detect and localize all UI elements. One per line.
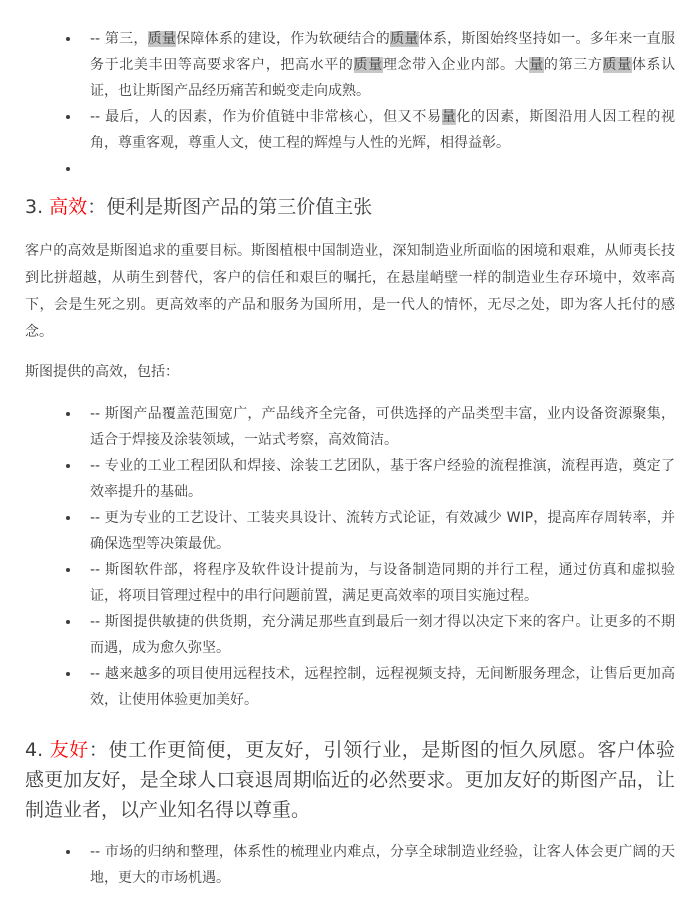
bullet-item: -- 斯图软件部，将程序及软件设计提前为，与设备制造同期的并行工程，通过仿真和虚拟验证，将项目管理过程中的串行问题前置，满足更高效率的项目实施过程。 (90, 557, 675, 609)
bullet-item: -- 第三，质量保障体系的建设，作为软硬结合的质量体系，斯图始终坚持如一。多年来一直服务于北美丰田等高要求客户，把高水平的质量理念带入企业内部。大量的第三方质量体系认证，也让斯图产品经历痛苦和蜕变走向成熟。 (90, 26, 675, 104)
bullet-item-empty (90, 156, 675, 182)
bullet-item: -- 最后，人的因素，作为价值链中非常核心，但又不易量化的因素，斯图沿用人因工程的视角，尊重客观，尊重人文，使工程的辉煌与人性的光辉，相得益彰。 (90, 104, 675, 156)
top-bullet-list (25, 26, 675, 182)
bullet-item: -- 斯图提供敏捷的供货期，充分满足那些直到最后一刻才得以决定下来的客户。让更多的不期而遇，成为愈久弥坚。 (90, 609, 675, 661)
bullet-item: -- 越来越多的项目使用远程技术，远程控制，远程视频支持，无间断服务理念，让售后更加高效，让使用体验更加美好。 (90, 661, 675, 713)
section-4-heading: 4. 友好：使工作更简便，更友好，引领行业，是斯图的恒久夙愿。客户体验感更加友好，是全球人口衰退周期临近的必然要求。更加友好的斯图产品，让制造业者，以产业知名得以尊重。 (25, 739, 675, 821)
bullet-item: -- 市场的归纳和整理，体系性的梳理业内难点，分享全球制造业经验，让客人体会更广阔的天地，更大的市场机遇。 (90, 839, 675, 891)
bullet-item: -- 更为专业的工艺设计、工装夹具设计、流转方式论证，有效减少 WIP，提高库存周转率，并确保选型等决策最优。 (90, 505, 675, 557)
section-3-heading: 3. 高效：便利是斯图产品的第三价值主张 (25, 196, 373, 218)
bullet-item: -- 专业的工业工程团队和焊接、涂装工艺团队，基于客户经验的流程推演，流程再造，奠定了效率提升的基础。 (90, 453, 675, 505)
section-3-intro-paragraph: 客户的高效是斯图追求的重要目标。斯图植根中国制造业，深知制造业所面临的困境和艰难，从师夷长技到比拼超越，从萌生到替代，客户的信任和艰巨的嘱托，在悬崖峭壁一样的制造业生存环境中，效率高下，会是生死之别。更高效率的产品和服务为国所用，是一代人的情怀，无尽之处，即为客人托付的感念。 (25, 243, 675, 340)
section-4-bullet-list (25, 839, 675, 891)
bullet-item: -- 斯图产品覆盖范围宽广，产品线齐全完备，可供选择的产品类型丰富，业内设备资源聚集，适合于焊接及涂装领域，一站式考察，高效简洁。 (90, 401, 675, 453)
section-3-lead-in: 斯图提供的高效，包括： (25, 364, 179, 380)
section-3-bullet-list (25, 401, 675, 713)
